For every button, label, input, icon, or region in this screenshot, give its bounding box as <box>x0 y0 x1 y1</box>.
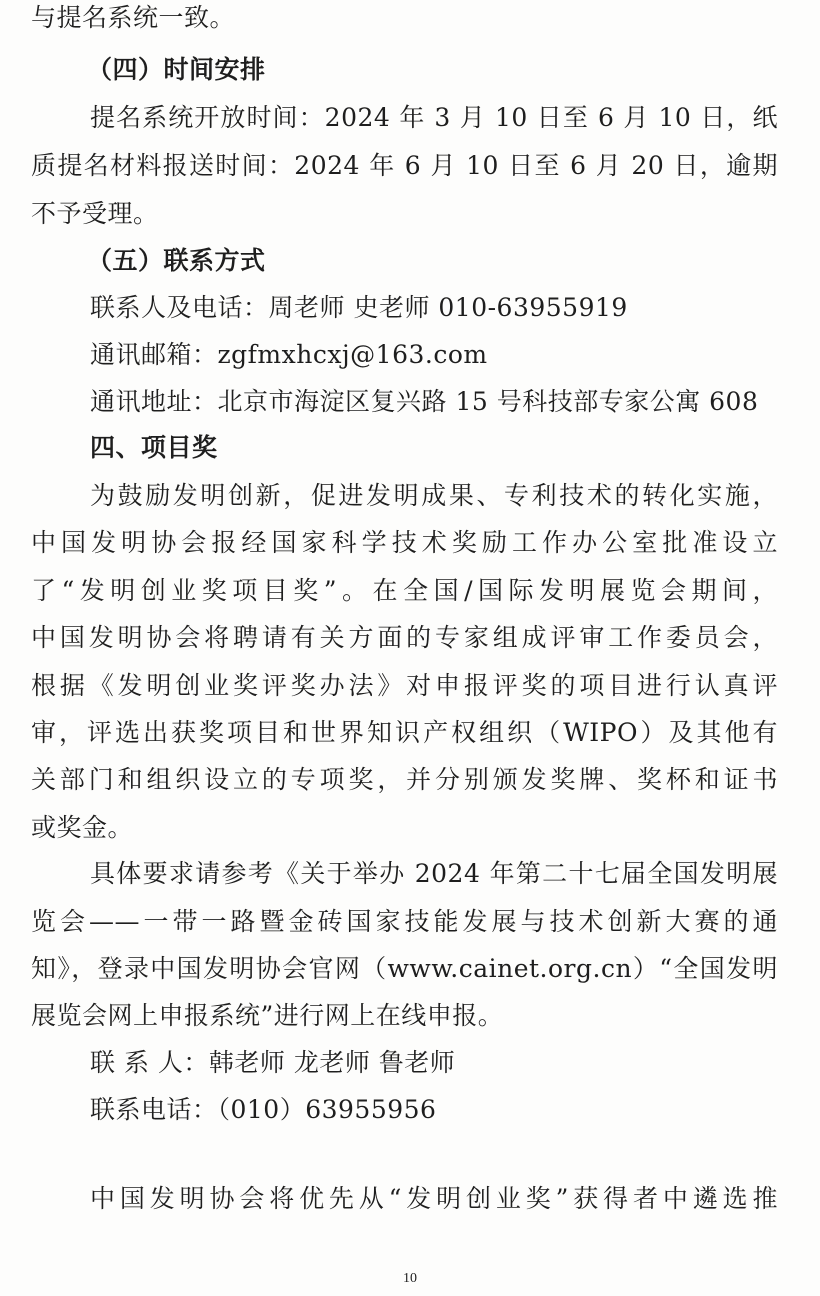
line-11: 为鼓励发明创新，促进发明成果、专利技术的转化实施， <box>90 481 778 510</box>
line-01: 与提名系统一致。 <box>31 3 236 32</box>
line-05: 不予受理。 <box>31 199 159 228</box>
line-21: 知》，登录中国发明协会官网（www.cainet.org.cn）“全国发明 <box>31 954 778 983</box>
line-08: 通讯邮箱：zgfmxhcxj@163.com <box>90 340 488 369</box>
line-15: 根据《发明创业奖评奖办法》对申报评奖的项目进行认真评 <box>31 671 778 700</box>
heading-contact: （五）联系方式 <box>87 246 266 275</box>
line-13: 了“发明创业奖项目奖”。在全国/国际发明展览会期间， <box>31 576 778 605</box>
line-25: 中国发明协会将优先从“发明创业奖”获得者中遴选推 <box>90 1184 778 1213</box>
line-19: 具体要求请参考《关于举办 2024 年第二十七届全国发明展 <box>90 859 778 888</box>
line-20: 览会——一带一路暨金砖国家技能发展与技术创新大赛的通 <box>31 907 778 936</box>
line-24: 联系电话：（010）63955956 <box>90 1095 437 1124</box>
line-22: 展览会网上申报系统”进行网上在线申报。 <box>31 1001 504 1030</box>
heading-project-award: 四、项目奖 <box>90 433 218 462</box>
line-18: 或奖金。 <box>31 813 134 842</box>
line-09: 通讯地址：北京市海淀区复兴路 15 号科技部专家公寓 608 <box>90 387 759 416</box>
line-14: 中国发明协会将聘请有关方面的专家组成评审工作委员会， <box>31 623 778 652</box>
line-23: 联 系 人：韩老师 龙老师 鲁老师 <box>90 1048 456 1077</box>
line-16: 审，评选出获奖项目和世界知识产权组织（WIPO）及其他有 <box>31 718 778 747</box>
line-17: 关部门和组织设立的专项奖，并分别颁发奖牌、奖杯和证书 <box>31 765 778 794</box>
heading-time-schedule: （四）时间安排 <box>87 55 266 84</box>
page-number: 10 <box>403 1271 417 1286</box>
line-03: 提名系统开放时间：2024 年 3 月 10 日至 6 月 10 日，纸 <box>90 103 778 132</box>
line-12: 中国发明协会报经国家科学技术奖励工作办公室批准设立 <box>31 528 778 557</box>
line-04: 质提名材料报送时间：2024 年 6 月 10 日至 6 月 20 日，逾期 <box>31 151 778 180</box>
line-07: 联系人及电话：周老师 史老师 010-63955919 <box>90 293 628 322</box>
